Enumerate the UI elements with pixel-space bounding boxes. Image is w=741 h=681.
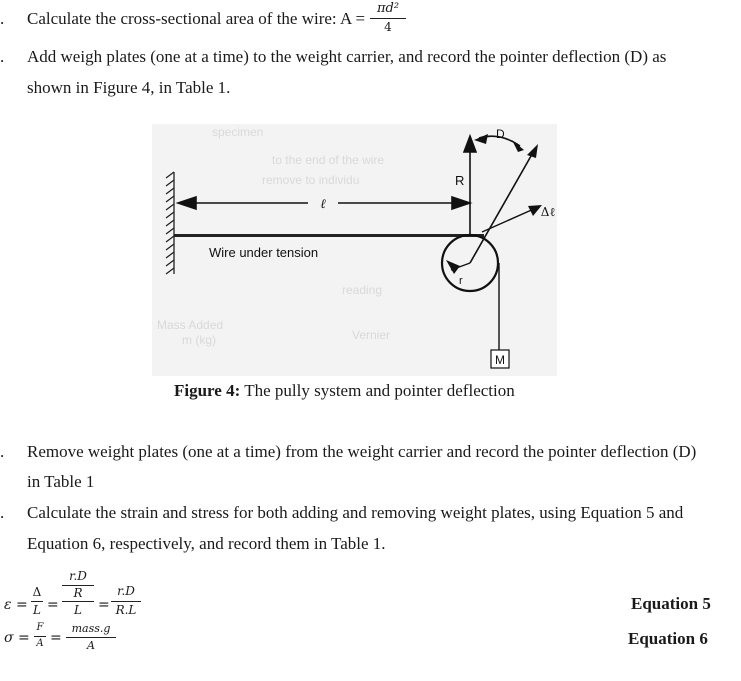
eq5-f2-top: r.D [69,569,87,583]
step-2-line-1: Add weigh plates (one at a time) to the weight carrier, and record the pointer deflection (D) as [27,47,667,66]
eq5-f2-bar [62,601,94,602]
mass-label: M [495,353,505,367]
delta-l-label: Δℓ [540,205,556,219]
eq6-f1-den: A [36,638,44,649]
watermark-4: reading [342,283,383,297]
watermark-3: remove to individu [262,173,360,187]
step-4-line-2: Equation 6, respectively, and record them in Table 1. [27,534,386,553]
step-4-bullet: . [0,503,5,522]
eq6-lhs: σ = [4,630,30,646]
eq6-f1-num: F [36,622,44,633]
eq5-f3-den: R.L [115,603,137,617]
figure-caption [174,381,515,401]
watermark-5: Mass Added [157,318,224,332]
eq6-f2-bar [66,637,116,638]
d-label: D [496,127,505,141]
eq5-label: Equation 5 [631,594,711,613]
eq5-eq-1: = [47,597,59,613]
eq5-f3-bar [111,601,141,602]
watermark-7: Vernier [352,328,391,342]
eq6-label: Equation 6 [628,629,708,648]
eq5-lhs: ε = [4,597,28,613]
eq5-f2-mid: R [73,586,83,600]
radius-label: r [459,275,463,287]
eq6-eq: = [50,630,62,646]
step-2-line-2: shown in Figure 4, in Table 1. [27,78,231,97]
figure-caption-label: Figure 4: [174,381,241,400]
step-4-line-1: Calculate the strain and stress for both adding and removing weight plates, using Equation 5 and [27,503,684,522]
eq6-f2-num: mass.g [71,622,111,635]
watermark-6: m (kg) [182,333,216,347]
wire [174,234,484,237]
eq5-f1-den: L [33,603,41,617]
eq5-f1-bar [31,601,43,602]
eq5-f1-num: Δ [32,585,42,599]
eq6-f2-den: A [87,639,95,652]
step-3-line-2: in Table 1 [27,472,95,491]
eq5-f3-num: r.D [117,584,135,598]
watermark-1: specimen [212,125,264,139]
step-1-bullet: . [0,9,5,28]
length-label: ℓ [320,197,326,212]
area-formula-bar [370,18,406,19]
eq5-f2-den: L [74,603,82,617]
eq6-f1-bar [34,636,46,637]
area-formula-denominator: 4 [384,20,392,34]
figure-caption-text: The pully system and pointer deflection [244,381,515,400]
step-3-bullet: . [0,442,5,461]
step-3-line-1: Remove weight plates (one at a time) from the weight carrier and record the pointer deflection (D) [27,442,697,461]
r-label: R [455,173,465,188]
step-2-bullet: . [0,47,5,66]
wire-label: Wire under tension [209,245,319,260]
eq5-eq-2: = [98,597,110,613]
area-formula-numerator: πd² [376,1,400,16]
watermark-2: to the end of the wire [272,153,385,167]
step-1-text: Calculate the cross-sectional area of the wire: A = [27,9,366,28]
pulley-figure [152,124,557,376]
